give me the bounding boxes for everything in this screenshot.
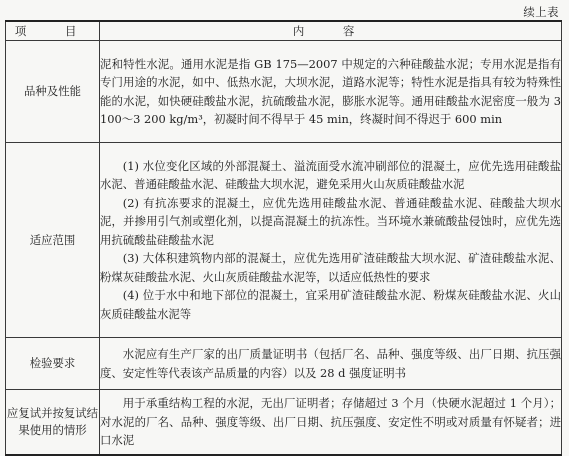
paragraph: 泥和特性水泥。通用水泥是指 GB 175—2007 中规定的六种硅酸盐水泥；专用水泥是指有专门用途的水泥，如中、低热水泥，大坝水泥，道路水泥等；特性水泥是指具有较为特殊性能的水泥，如快硬硅酸盐水泥，抗硫酸盐水泥，膨胀水泥等。通用硅酸盐水泥密度一般为 3 100～3 200 kg/m³，初凝时间不得早于 45 min，终凝时间不得迟于 600 min — [100, 56, 561, 126]
row-item-varieties: 品种及性能 — [6, 41, 100, 143]
row-content-scope — [100, 143, 562, 338]
paragraph: 水泥应有生产厂家的出厂质量证明书（包括厂名、品种、强度等级、出厂日期、抗压强度、安定性等代表该产品质量的内容）以及 28 d 强度证明书 — [100, 347, 561, 380]
paragraph: (3) 大体积建筑物内部的混凝土，应优先选用矿渣硅酸盐大坝水泥、矿渣硅酸盐水泥、粉煤灰硅酸盐水泥、火山灰质硅酸盐水泥等，以适应低热性的要求 — [100, 251, 561, 284]
row-content-varieties — [100, 41, 562, 143]
table-row — [6, 338, 562, 390]
paragraph: (2) 有抗冻要求的混凝土，应优先选用硅酸盐水泥、普通硅酸盐水泥、硅酸盐大坝水泥，并掺用引气剂或塑化剂，以提高混凝土的抗冻性。当环境水兼硫酸盐侵蚀时，应优先选用抗硫酸盐硅酸盐水泥 — [100, 195, 561, 247]
table-row — [6, 41, 562, 143]
cement-spec-table — [5, 20, 562, 456]
header-item: 项 目 — [6, 21, 100, 41]
row-item-scope: 适应范围 — [6, 143, 100, 338]
paragraph: 用于承重结构工程的水泥，无出厂证明者；存储超过 3 个月（快硬水泥超过 1 个月）；对水泥的厂名、品种、强度等级、出厂日期、抗压强度、安定性不明或对质量有怀疑者；进口水泥 — [100, 396, 561, 447]
table-row — [6, 143, 562, 338]
paragraph: (4) 位于水中和地下部位的混凝土，宜采用矿渣硅酸盐水泥、粉煤灰硅酸盐水泥、火山灰质硅酸盐水泥等 — [100, 288, 561, 321]
table-header-row — [6, 21, 562, 41]
row-item-retest: 应复试并按复试结果使用的情形 — [6, 390, 100, 455]
row-item-inspection: 检验要求 — [6, 338, 100, 390]
continued-label: 续上表 — [523, 5, 559, 19]
paragraph: (1) 水位变化区域的外部混凝土、溢流面受水流冲刷部位的混凝土，应优先选用硅酸盐水泥、普通硅酸盐水泥、硅酸盐大坝水泥，避免采用火山灰质硅酸盐水泥 — [100, 158, 561, 192]
row-content-inspection — [100, 338, 562, 390]
header-content: 内 容 — [100, 21, 562, 41]
row-content-retest — [100, 390, 562, 455]
table-row — [6, 390, 562, 455]
